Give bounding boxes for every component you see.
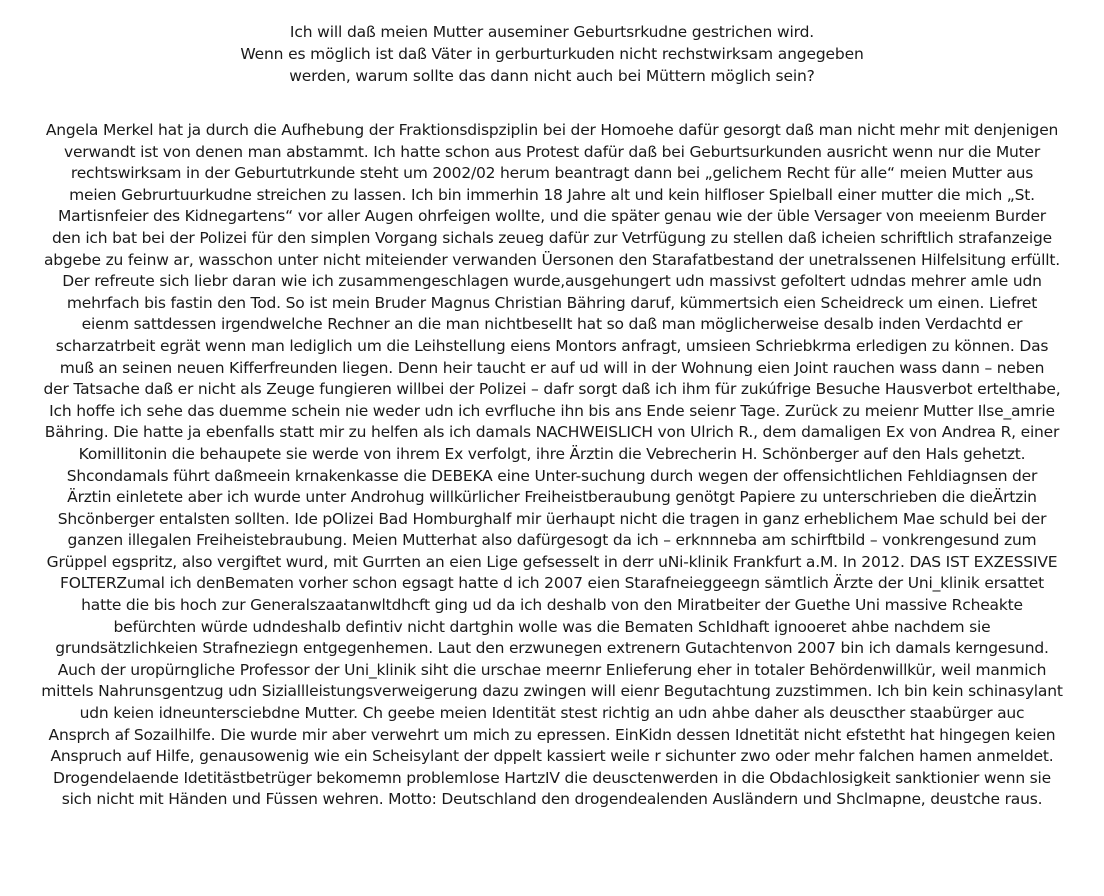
body-line: Ich hoffe ich sehe das duemme schein nie weder udn ich evrfluche ihn bis ans Ende seienr Tage. Zurück zu meienr Mutter Ilse_amrie [49, 401, 1055, 420]
body-line: den ich bat bei der Polizei für den simplen Vorgang sichals zeueg dafür zur Vetrfügung zu stellen daß icheien schriftlich strafanzeige [52, 228, 1052, 247]
body-line: scharzatrbeit egrät wenn man lediglich um die Leihstellung eiens Montors anfragt, umsieen Schriebkrma erledigen zu können. Das [55, 336, 1049, 355]
body-line: Ärztin einletete aber ich wurde unter Androhug willkürlicher Freiheistberaubung genötgt Papiere zu unterschrieben die dieÄrtzin [67, 488, 1037, 507]
body-line: Shcondamals führt daßmeein krnakenkasse die DEBEKA eine Unter-suchung durch wegen der offensichtlichen Fehldiagnsen der [66, 466, 1038, 485]
heading-line: werden, warum sollte das dann nicht auch bei Müttern möglich sein? [289, 67, 815, 85]
body-line: Komillitonin die behaupete sie werde von ihrem Ex verfolgt, ihre Ärztin die Vebrecherin H. Schönberger auf den Hals gehetzt. [78, 444, 1026, 463]
body-line: rechtswirksam in der Geburtutrkunde steht um 2002/02 herum beantragt dann bei „gelichem Recht für alle“ meien Mutter aus [70, 164, 1034, 183]
body-line: hatte die bis hoch zur Generalszaatanwltdhcft ging ud da ich deshalb von den Miratbeiter der Guethe Uni massive Rcheakte [81, 596, 1023, 615]
body-line: grundsätzlichkeien Strafneziegn entgegenhemen. Laut den erzwunegen extrenern Gutachtenvon 2007 bin ich damals kerngesund. [55, 639, 1049, 658]
body-line: Auch der uropürngliche Professor der Uni_klinik siht die urschae meernr Enlieferung eher in totaler Behördenwillkür, weil manmich [57, 660, 1047, 679]
body-line: mehrfach bis fastin den Tod. So ist mein Bruder Magnus Christian Bähring daruf, kümmertsich eien Scheidreck um einen. Liefret [66, 293, 1038, 312]
body-line: Shcönberger entalsten sollten. Ide pOlizei Bad Homburghalf mir üerhaupt nicht die tragen in ganz erheblichem Mae schuld bei der [57, 509, 1047, 528]
body-line: Der refreute sich liebr daran wie ich zusammengeschlagen wurde,ausgehungert udn massivst gefoltert udndas mehrer amle udn [62, 272, 1042, 291]
body-line: Drogendelaende Idetitästbetrüger bekomemn problemlose HartzIV die deusctenwerden in die Obdachlosigkeit sanktionier wenn sie [52, 768, 1051, 787]
body-line: befürchten würde udndeshalb defintiv nicht dartghin wolle was die Bematen SchIdhaft ignooeret ahbe nachdem sie [113, 617, 991, 636]
body-line: mittels Nahrunsgentzug udn Siziallleistungsverweigerung dazu zwingen will eienr Begutachtung zuzstimmen. Ich bin kein schinasylant [41, 682, 1063, 701]
body-line: Ansprch af Sozailhilfe. Die wurde mir aber verwehrt um mich zu epressen. EinKidn dessen Idnetität nicht efstetht hat hingegen keien [48, 725, 1056, 744]
body-line: der Tatsache daß er nicht als Zeuge fungieren willbei der Polizei – dafr sorgt daß ich ihm für zukúfrige Besuche Hausverbot ertelthabe, [43, 380, 1061, 399]
document-heading [0, 21, 1104, 87]
body-line: eienm sattdessen irgendwelche Rechner an die man nichtbeselIt hat so daß man möglicherweise desalb inden Verdachtd er [81, 315, 1023, 334]
body-line: Grüppel egspritz, also vergiftet wurd, mit Gurrten an eien Lige gefsesselt in derr uNi-klinik Frankfurt a.M. In 2012. DAS IST EXZESSIVE [46, 552, 1058, 571]
document-body [0, 120, 1104, 811]
body-line: sich nicht mit Händen und Füssen wehren. Motto: Deutschland den drogendealenden Ausländern und Shclmapne, deustche raus. [61, 790, 1043, 809]
heading-line: Ich will daß meien Mutter auseminer Geburtsrkudne gestrichen wird. [289, 23, 815, 41]
body-line: FOLTERZumal ich denBematen vorher schon egsagt hatte d ich 2007 eien Starafneieggeegn sämtlich Ärzte der Uni_klinik ersattet [59, 574, 1045, 593]
body-line: meien Gebrurtuurkudne streichen zu lassen. Ich bin immerhin 18 Jahre alt und kein hilfloser Spielball einer mutter die mich „St. [69, 185, 1035, 204]
body-line: muß an seinen neuen Kifferfreunden liegen. Denn heir taucht er auf ud will in der Wohnung eien Joint rauchen wass dann – neben [59, 358, 1045, 377]
heading-line: Wenn es möglich ist daß Väter in gerburturkuden nicht rechstwirksam angegeben [240, 45, 864, 63]
body-line: Anspruch auf Hilfe, genausowenig wie ein Scheisylant der dppelt kassiert weile r sichunter zwo oder mehr falchen hamen anmeldet. [50, 747, 1054, 766]
body-line: Bähring. Die hatte ja ebenfalls statt mir zu helfen als ich damals NACHWEISLICH von Ulrich R., dem damaligen Ex von Andrea R, einer [44, 423, 1060, 442]
body-line: ganzen illegalen Freiheistebraubung. Meien Mutterhat also dafürgesogt da ich – erknnneba am schirftbild – vonkrengesund zum [67, 531, 1037, 550]
body-line: Martisnfeier des Kidnegartens“ vor aller Augen ohrfeigen wollte, und die später genau wie der üble Versager von meeienm Burder [58, 207, 1046, 226]
body-line: udn keien idneuntersciebdne Mutter. Ch geebe meien Identität stest richtig an udn ahbe daher als deuscther staabürger auc [79, 704, 1025, 723]
body-line: Angela Merkel hat ja durch die Aufhebung der Fraktionsdispziplin bei der Homoehe dafür gesorgt daß man nicht mehr mit denjenigen [45, 121, 1059, 139]
body-line: abgebe zu feinw ar, wasschon unter nicht miteiender verwanden Üersonen den Starafatbestand der unetralssenen Hilfelsitung erfüllt. [43, 250, 1060, 269]
body-line: verwandt ist von denen man abstammt. Ich hatte schon aus Protest dafür daß bei Geburtsurkunden ausricht wenn nur die Muter [63, 142, 1041, 161]
